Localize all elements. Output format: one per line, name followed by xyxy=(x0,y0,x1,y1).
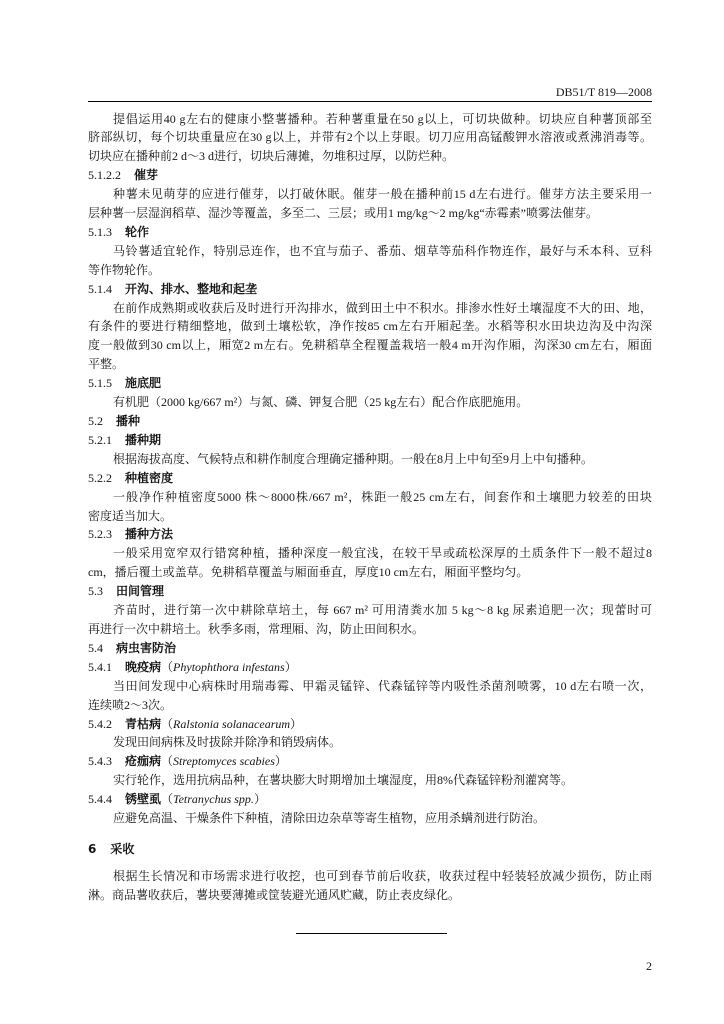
body-line: 连续喷2～3次。 xyxy=(88,697,173,712)
section-number: 5.4 xyxy=(88,640,103,655)
section-heading xyxy=(88,525,652,544)
body-line: 平整。 xyxy=(88,357,125,372)
body-line: 再进行一次中耕培土。秋季多雨，常理厢、沟，防止田间积水。 xyxy=(88,621,425,636)
end-rule xyxy=(296,933,447,934)
body-line: 等作物轮作。 xyxy=(88,262,161,277)
section-heading xyxy=(88,431,652,450)
paren-close: ） xyxy=(274,754,287,769)
section-title: 播种方法 xyxy=(125,527,174,542)
body-line: 一般采用宽窄双行错窝种植，播种深度一般宜浅，在较干旱或疏松深厚的土质条件下一般不超过8 xyxy=(113,546,652,561)
body-line: cm，播后覆土或盖草。免耕稻草覆盖与厢面垂直，厚度10 cm左右，厢面平整均匀。 xyxy=(88,565,529,580)
section-number: 5.1.3 xyxy=(88,224,112,239)
section-title: 种植密度 xyxy=(125,470,174,485)
section-heading xyxy=(88,639,652,658)
body-line: 根据生长情况和市场需求进行收挖，也可到春节前后收获，收获过程中轻装轻放减少损伤，防止雨 xyxy=(113,868,652,883)
body-line: 应避免高温、干燥条件下种植，清除田边杂草等寄生植物，应用杀螨剂进行防治。 xyxy=(113,811,546,826)
body-line: 实行轮作，选用抗病品种，在薯块膨大时期增加土壤湿度，用8%代森锰锌粉剂灌窝等。 xyxy=(113,773,573,788)
section-title: 播种 xyxy=(116,414,141,428)
body-line: 发现田间病株及时拔除并除净和销毁病体。 xyxy=(113,735,342,750)
section-title: 轮作 xyxy=(125,224,150,239)
body-line: 根据海拔高度、气候特点和耕作制度合理确定播种期。一般在8月上中旬至9月上中旬播种。 xyxy=(113,451,594,466)
section-title: 晚疫病 xyxy=(125,659,162,674)
paren-close: ） xyxy=(290,716,303,731)
section-heading xyxy=(88,469,652,488)
section-number: 5.1.5 xyxy=(88,376,112,391)
chapter-number: 6 xyxy=(88,841,97,856)
section-number: 5.4.4 xyxy=(88,792,112,807)
body-line: 层种薯一层湿润稻草、湿沙等覆盖，多至二、三层；或用1 mg/kg～2 mg/kg“赤霉素”喷雾法催芽。 xyxy=(88,206,598,221)
paren-open: （ xyxy=(161,792,174,807)
section-heading xyxy=(88,582,652,601)
section-number: 5.2.1 xyxy=(88,432,112,447)
section-heading xyxy=(88,658,652,677)
latin-name: Tetranychus spp. xyxy=(173,792,254,807)
section-number: 5.1.4 xyxy=(88,281,112,296)
section-heading xyxy=(88,166,652,185)
body-line: 有机肥（2000 kg/667 m²）与氮、磷、钾复合肥（25 kg左右）配合作底肥施用。 xyxy=(113,395,529,410)
section-title: 开沟、排水、整地和起垄 xyxy=(125,281,258,296)
body-line: 切块应在播种前2 d～3 d进行，切块后薄摊，勿堆积过厚，以防烂种。 xyxy=(88,149,455,164)
body-line: 脐部纵切，每个切块重量应在30 g以上，并带有2个以上芽眼。切刀应用高锰酸钾水溶液或煮沸消毒等。 xyxy=(88,130,652,145)
section-number: 5.2.2 xyxy=(88,470,112,485)
body-line: 度一般做到30 cm以上，厢宽2 m左右。免耕稻草全程覆盖栽培一般4 m开沟作厢，沟深30 cm左右，厢面 xyxy=(88,338,652,353)
chapter-heading xyxy=(88,840,652,859)
body-line: 有条件的要进行精细整地，做到土壤松软，净作按85 cm左右开厢起垄。水稻等积水田块边沟及中沟深 xyxy=(88,319,652,334)
section-title: 锈壁虱 xyxy=(125,792,162,807)
section-number: 5.1.2.2 xyxy=(88,168,121,183)
section-title: 青枯病 xyxy=(125,716,162,731)
header-rule xyxy=(88,101,652,102)
section-number: 5.2 xyxy=(88,414,103,428)
paren-close: ） xyxy=(253,792,266,807)
paren-close: ） xyxy=(284,659,297,674)
body-line: 种薯未见萌芽的应进行催芽，以打破休眠。催芽一般在播种前15 d左右进行。催芽方法主要采用一 xyxy=(113,187,652,202)
section-number: 5.3 xyxy=(88,584,103,599)
paren-open: （ xyxy=(161,716,174,731)
section-heading xyxy=(88,412,652,431)
body-line: 马铃薯适宜轮作，特别忌连作，也不宜与茄子、番茄、烟草等茄科作物连作，最好与禾本科、豆科 xyxy=(113,243,652,258)
section-title: 播种期 xyxy=(125,432,162,447)
body-line: 当田间发现中心病株时用瑞毒霉、甲霜灵锰锌、代森锰锌等内吸性杀菌剂喷雾，10 d左右喷一次， xyxy=(113,678,652,693)
paren-open: （ xyxy=(161,754,174,769)
body-line: 淋。商品薯收获后，薯块要薄摊或筐装避光通风贮藏，防止表皮绿化。 xyxy=(88,887,461,902)
section-title: 疮痂病 xyxy=(125,754,162,769)
section-title: 施底肥 xyxy=(125,376,162,391)
latin-name: Phytophthora infestans xyxy=(173,659,285,674)
body-line: 一般净作种植密度5000 株～8000株/667 m²，株距一般25 cm左右，间套作和土壤肥力较差的田块 xyxy=(113,489,652,504)
section-heading xyxy=(88,752,652,771)
body-line: 在前作成熟期或收获后及时进行开沟排水，做到田土中不积水。排渗水性好土壤湿度不大的田、地， xyxy=(113,300,652,315)
section-heading xyxy=(88,790,652,809)
section-title: 病虫害防治 xyxy=(116,640,177,655)
latin-name: Streptomyces scabies xyxy=(173,754,275,769)
section-number: 5.2.3 xyxy=(88,527,112,542)
section-heading xyxy=(88,374,652,393)
section-heading xyxy=(88,280,652,299)
section-title: 催芽 xyxy=(134,168,159,183)
section-heading xyxy=(88,715,652,734)
body-line: 密度适当加大。 xyxy=(88,508,173,523)
section-number: 5.4.3 xyxy=(88,754,112,769)
paren-open: （ xyxy=(161,659,174,674)
section-number: 5.4.1 xyxy=(88,659,112,674)
body-line: 齐苗时，进行第一次中耕除草培土，每 667 m² 可用清粪水加 5 kg～8 kg 尿素追肥一次；现蕾时可 xyxy=(113,603,652,618)
body-text xyxy=(88,110,652,905)
section-heading xyxy=(88,223,652,242)
latin-name: Ralstonia solanacearum xyxy=(173,716,291,731)
page-number: 2 xyxy=(646,959,652,973)
body-line: 提倡运用40 g左右的健康小整薯播种。若种薯重量在50 g以上，可切块做种。切块应自种薯顶部至 xyxy=(113,111,652,126)
chapter-title: 采收 xyxy=(110,841,135,856)
section-title: 田间管理 xyxy=(116,584,165,599)
section-number: 5.4.2 xyxy=(88,716,112,731)
header-standard-code: DB51/T 819—2008 xyxy=(555,85,652,99)
